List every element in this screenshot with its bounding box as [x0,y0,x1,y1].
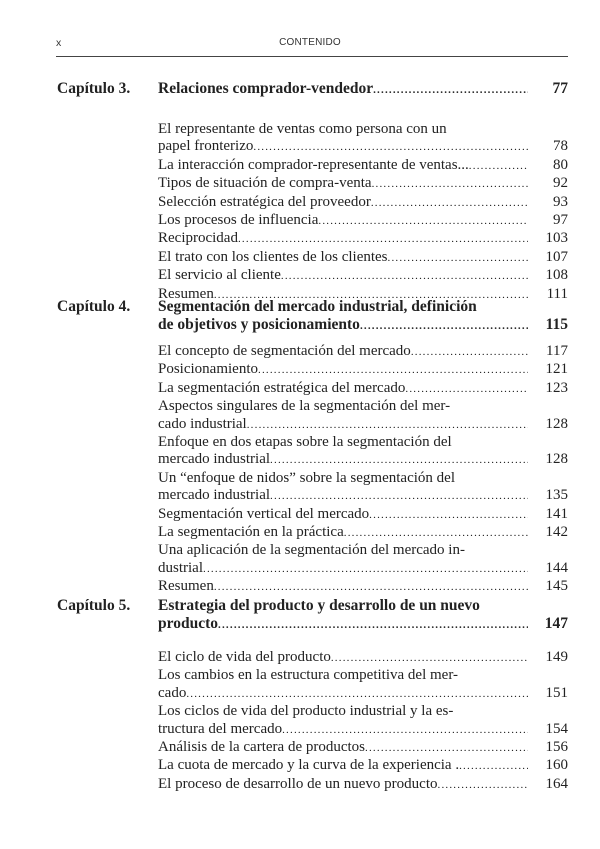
entry-text: Resumen [158,578,214,595]
toc-entry[interactable] [158,739,568,757]
toc-entry[interactable] [158,398,568,434]
chapter-title-text: producto [158,615,219,632]
entry-line: Una aplicación de la segmentación del mercado in- [158,542,465,559]
toc-entry[interactable] [158,249,568,267]
entry-page-number: 142 [545,524,568,541]
chapter-title-text: de objetivos y posicionamiento [158,316,360,333]
entry-line [158,230,568,248]
dot-leader [459,758,528,775]
section-list [158,649,568,794]
dot-leader [270,488,528,505]
entry-line [158,739,568,757]
chapter-page-number: 147 [544,615,568,632]
entry-text: Posicionamiento [158,361,258,378]
entry-line [158,361,568,379]
chapter-page-number: 115 [545,316,568,333]
toc-entry[interactable] [158,524,568,542]
entry-text: papel fronterizo [158,138,254,155]
entry-page-number: 108 [545,267,568,284]
entry-line [158,685,568,703]
dot-leader [214,579,528,596]
entry-line [158,649,568,667]
toc-entry[interactable] [158,343,568,361]
entry-page-number: 156 [545,739,568,756]
entry-page-number: 92 [553,175,568,192]
chapter-label: Capítulo 5. [57,597,131,614]
entry-page-number: 107 [545,248,568,265]
toc-entry[interactable] [158,230,568,248]
entry-page-number: 164 [545,775,568,792]
chapter-block [57,597,568,792]
toc-entry[interactable] [158,175,568,193]
entry-text: El ciclo de vida del producto [158,649,331,665]
header-rule [56,56,568,57]
dot-leader [438,777,529,794]
entry-line: Los cambios en la estructura competitiva del mer- [158,667,459,684]
entry-line: Un “enfoque de nidos” sobre la segmentación del [158,469,455,486]
chapter-title-line: Estrategia del producto y desarrollo de un nuevo [158,597,480,614]
dot-leader [371,195,528,212]
dot-leader [318,213,528,230]
entry-line [158,506,568,524]
toc-entry[interactable] [158,506,568,524]
entry-line [158,343,568,361]
entry-line [158,721,568,739]
entry-line: Aspectos singulares de la segmentación del mer- [158,398,451,415]
chapter-label: Capítulo 3. [57,80,131,97]
toc-entry[interactable] [158,434,568,470]
chapter-title-line: Segmentación del mercado industrial, definición [158,298,477,315]
entry-text: mercado industrial [158,451,271,468]
entry-page-number: 135 [545,487,568,504]
dot-leader [360,317,528,335]
chapter-title-line [158,615,568,634]
entry-page-number: 78 [553,138,568,155]
entry-line [158,194,568,212]
chapter-title[interactable] [158,298,568,335]
dot-leader [270,452,528,469]
entry-page-number: 121 [545,361,568,378]
chapter-title-text: Relaciones comprador-vendedor [158,80,374,97]
running-header: CONTENIDO [279,37,341,48]
entry-page-number: 145 [545,578,568,595]
entry-line [158,757,568,775]
toc-entry[interactable] [158,380,568,398]
dot-leader [388,250,528,267]
toc-entry[interactable] [158,157,568,175]
entry-line [158,487,568,505]
entry-page-number: 144 [545,559,568,576]
dot-leader [258,362,528,379]
entry-text: La segmentación en la práctica [158,524,344,541]
entry-page-number: 154 [545,720,568,737]
dot-leader [253,139,528,156]
entry-text: Tipos de situación de compra-venta [158,175,372,192]
toc-entry[interactable] [158,757,568,775]
dot-leader [203,561,528,578]
entry-page-number: 151 [545,684,568,701]
entry-line [158,578,568,596]
entry-page-number: 80 [553,156,568,173]
chapter-page-number: 77 [552,80,568,97]
entry-line [158,560,568,578]
entry-page-number: 149 [545,649,568,665]
entry-text: dustrial [158,559,203,576]
entry-text: El trato con los clientes de los clientes [158,248,388,265]
entry-text: La segmentación estratégica del mercado [158,379,406,396]
entry-page-number: 123 [545,379,568,396]
entry-line [158,175,568,193]
entry-page-number: 103 [545,230,568,247]
chapter-block [57,298,568,595]
entry-text: Reciprocidad [158,230,238,247]
entry-page-number: 97 [553,212,568,229]
entry-text: El proceso de desarrollo de un nuevo producto [158,775,438,792]
entry-line [158,451,568,469]
entry-line [158,249,568,267]
dot-leader [247,417,528,434]
toc-entry[interactable] [158,776,568,794]
entry-line [158,524,568,542]
toc-entry[interactable] [158,703,568,739]
entry-page-number: 160 [545,757,568,774]
entry-line [158,267,568,285]
entry-text: Análisis de la cartera de productos [158,739,366,756]
chapter-label: Capítulo 4. [57,298,131,315]
entry-line [158,776,568,794]
chapter-title[interactable] [158,597,568,634]
toc-entry[interactable] [158,361,568,379]
toc-entry[interactable] [158,578,568,596]
entry-line: Los ciclos de vida del producto industrial y la es- [158,703,454,720]
entry-text: cado [158,684,187,701]
entry-page-number: 128 [545,415,568,432]
entry-page-number: 111 [546,285,568,302]
dot-leader [411,344,528,361]
dot-leader [405,381,528,398]
entry-line: El representante de ventas como persona con un [158,121,447,137]
entry-text: Los procesos de influencia [158,212,319,229]
chapter-block [57,80,568,302]
dot-leader [186,686,528,703]
section-list [158,343,568,597]
chapter-title-line [158,80,568,99]
entry-line [158,138,568,156]
entry-page-number: 117 [546,343,568,359]
entry-line [158,380,568,398]
entry-page-number: 141 [545,505,568,522]
dot-leader [281,268,528,285]
dot-leader [365,740,528,757]
entry-page-number: 128 [545,451,568,468]
section-list [158,121,568,304]
toc-entry[interactable] [158,542,568,578]
toc-entry[interactable] [158,649,568,667]
toc-entry[interactable] [158,212,568,230]
chapter-title[interactable] [158,80,568,99]
entry-text: Segmentación vertical del mercado [158,505,370,522]
toc-entry[interactable] [158,194,568,212]
dot-leader [469,158,528,175]
entry-line [158,212,568,230]
dot-leader [372,176,528,193]
entry-text: El concepto de segmentación del mercado [158,343,411,359]
entry-line [158,157,568,175]
entry-text: mercado industrial [158,487,271,504]
toc-entry[interactable] [158,470,568,506]
entry-text: Resumen [158,285,214,302]
entry-page-number: 93 [553,193,568,210]
toc-entry[interactable] [158,121,568,157]
dot-leader [218,616,528,634]
toc-entry[interactable] [158,267,568,285]
dot-leader [238,231,528,248]
toc-entry[interactable] [158,667,568,703]
entry-text: cado industrial [158,415,247,432]
dot-leader [282,722,528,739]
entry-text: Selección estratégica del proveedor [158,193,371,210]
page-number: x [56,37,62,49]
chapter-title-line [158,316,568,335]
dot-leader [369,507,528,524]
entry-line: Enfoque en dos etapas sobre la segmentación del [158,434,452,451]
dot-leader [344,525,528,542]
entry-text: La cuota de mercado y la curva de la experiencia . [158,757,460,774]
entry-text: El servicio al cliente [158,267,281,284]
dot-leader [331,650,528,667]
entry-text: tructura del mercado [158,720,283,737]
entry-text: La interacción comprador-representante de ventas... [158,156,469,173]
entry-line [158,416,568,434]
dot-leader [373,81,528,99]
